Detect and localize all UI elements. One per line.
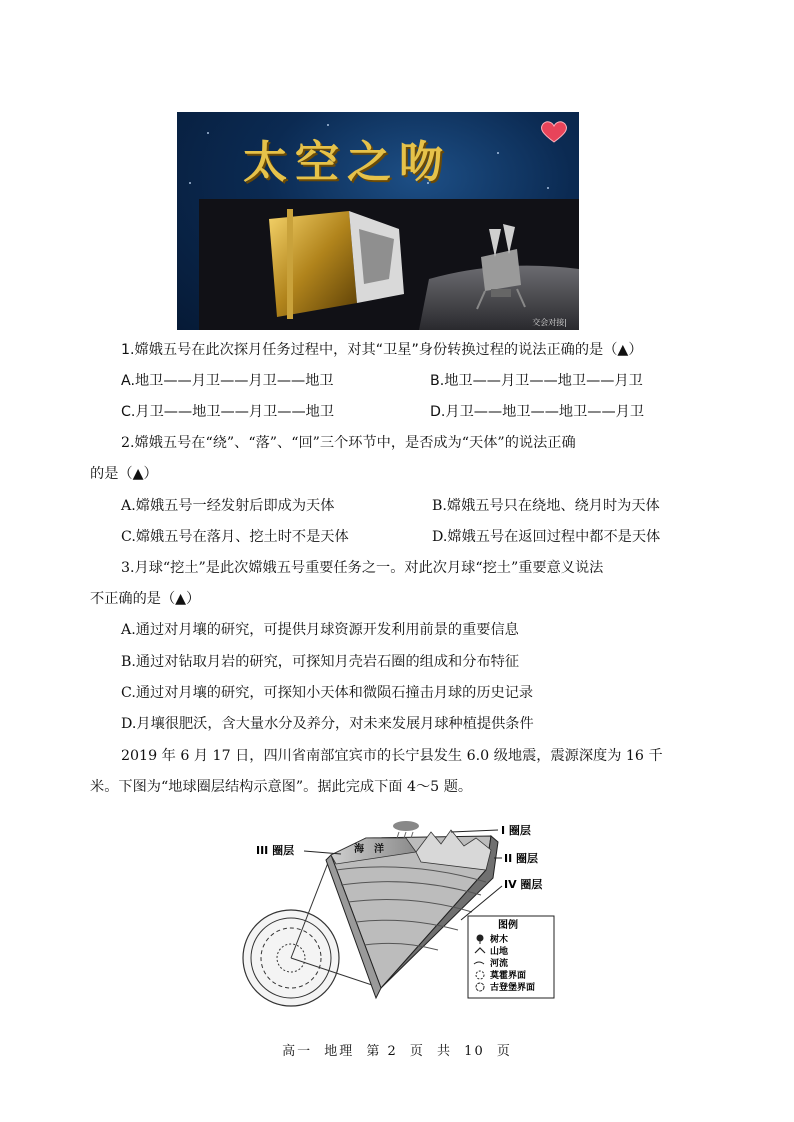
legend-item-tree: 树木 xyxy=(490,935,509,945)
layer-4-label: IV 圈层 xyxy=(504,878,543,891)
legend-title: 图例 xyxy=(498,920,518,931)
question-3-stem-line-1: 3.月球“挖土”是此次嫦娥五号重要任务之一。对此次月球“挖土”重要意义说法 xyxy=(121,560,604,576)
question-2-stem-line-2: 的是（▲） xyxy=(90,466,158,482)
question-2-option-c: C.嫦娥五号在落月、挖土时不是天体 xyxy=(121,529,349,545)
docking-scene xyxy=(199,199,579,330)
footer-total-unit: 页 xyxy=(496,1044,512,1059)
page-footer xyxy=(0,1040,794,1059)
legend-item-moho: 莫霍界面 xyxy=(490,971,527,981)
footer-total-prefix: 共 xyxy=(437,1044,453,1059)
ocean-label: 海 洋 xyxy=(354,844,384,855)
question-1-option-b: B.地卫——月卫——地卫——月卫 xyxy=(430,373,643,389)
footer-total-pages: 10 xyxy=(464,1044,485,1059)
question-3-option-a: A.通过对月壤的研究，可提供月球资源开发利用前景的重要信息 xyxy=(121,622,519,638)
question-2-stem-line-1: 2.嫦娥五号在“绕”、“落”、“回”三个环节中，是否成为“天体”的说法正确 xyxy=(121,435,576,451)
intro-line-2: 米。下图为“地球圈层结构示意图”。据此完成下面 4～5 题。 xyxy=(90,779,473,795)
question-2-option-a: A.嫦娥五号一经发射后即成为天体 xyxy=(121,498,335,514)
legend-item-mountain: 山地 xyxy=(490,947,509,957)
question-3-stem-line-2: 不正确的是（▲） xyxy=(90,591,201,607)
question-1-option-a: A.地卫——月卫——月卫——地卫 xyxy=(121,373,334,389)
docking-illustration xyxy=(199,199,579,330)
question-3-option-d: D.月壤很肥沃，含大量水分及养分，对未来发展月球种植提供条件 xyxy=(121,716,534,732)
footer-page-prefix: 第 xyxy=(366,1044,382,1059)
earth-sphere-diagram xyxy=(236,820,556,1012)
legend-item-gutenberg: 古登堡界面 xyxy=(490,983,536,993)
question-1-stem: 1.嫦娥五号在此次探月任务过程中，对其“卫星”身份转换过程的说法正确的是（▲） xyxy=(121,342,643,358)
space-kiss-image xyxy=(177,112,579,330)
legend-item-river: 河流 xyxy=(490,959,509,969)
question-1-option-c: C.月卫——地卫——月卫——地卫 xyxy=(121,404,335,420)
banner-title: 太空之吻 xyxy=(243,137,451,188)
layer-3-label: III 圈层 xyxy=(256,844,295,857)
question-2-option-b: B.嫦娥五号只在绕地、绕月时为天体 xyxy=(432,498,660,514)
question-2-option-d: D.嫦娥五号在返回过程中都不是天体 xyxy=(432,529,661,545)
footer-page-unit: 页 xyxy=(409,1044,425,1059)
intro-line-1: 2019 年 6 月 17 日，四川省南部宜宾市的长宁县发生 6.0 级地震，震源深度为 16 千 xyxy=(121,748,663,764)
footer-page-number: 2 xyxy=(387,1044,398,1059)
footer-subject: 地理 xyxy=(324,1044,355,1059)
earth-sphere-structure-figure xyxy=(236,820,556,1012)
footer-grade: 高一 xyxy=(282,1044,313,1059)
image-caption: 交会对接| xyxy=(532,318,567,327)
question-3-option-c: C.通过对月壤的研究，可探知小天体和微陨石撞击月球的历史记录 xyxy=(121,685,534,701)
question-1-option-d: D.月卫——地卫——地卫——月卫 xyxy=(430,404,645,420)
question-3-option-b: B.通过对钻取月岩的研究，可探知月壳岩石圈的组成和分布特征 xyxy=(121,654,520,670)
layer-1-label: I 圈层 xyxy=(501,824,531,837)
heart-icon xyxy=(539,120,569,144)
layer-2-label: II 圈层 xyxy=(504,852,539,865)
